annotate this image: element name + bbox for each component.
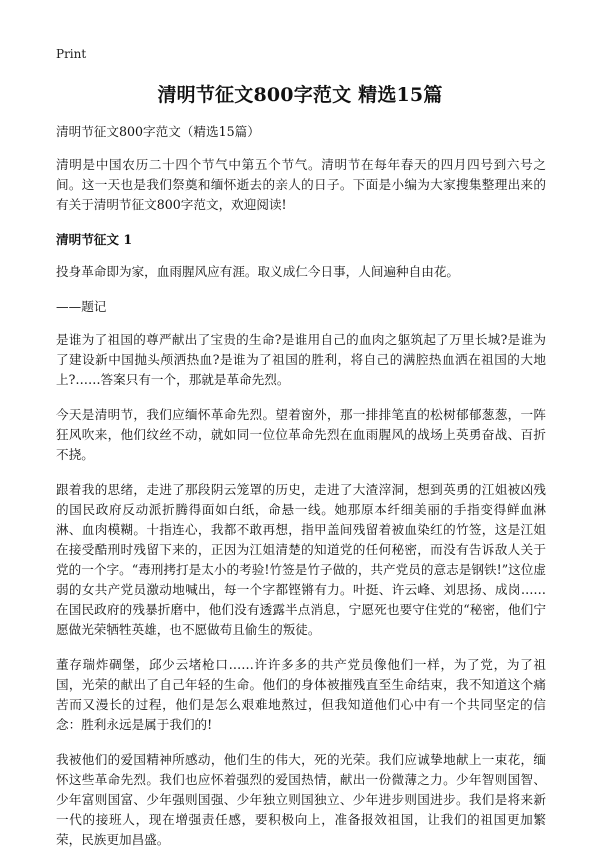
print-label[interactable]: Print (56, 47, 87, 61)
poem-line: 投身革命即为家，血雨腥风应有涯。取义成仁今日事，人间遍种自由花。 (56, 264, 459, 279)
body-paragraph: 今天是清明节，我们应缅怀革命先烈。望着窗外，那一排排笔直的松树郁郁葱葱，一阵狂风吹来，他们纹丝不动，就如同一位位革命先烈在血雨腥风的战场上英勇奋战、百折不挠。 (56, 407, 546, 462)
body-paragraph: 是谁为了祖国的尊严献出了宝贵的生命?是谁用自己的血肉之躯筑起了万里长城?是谁为了建设新中国抛头颅洒热血?是谁为了祖国的胜利，将自己的满腔热血洒在祖国的大地上?……答案只有一个，那就是革命先烈。 (56, 332, 546, 387)
article-body (56, 122, 546, 865)
intro-paragraph: 清明是中国农历二十四个节气中第五个节气。清明节在每年春天的四月四号到六号之间。这一天也是我们祭奠和缅怀逝去的亲人的日子。下面是小编为大家搜集整理出来的有关于清明节征文800字范文，欢迎阅读! (56, 157, 546, 212)
article-subtitle: 清明节征文800字范文（精选15篇） (56, 124, 260, 139)
section-heading: 清明节征文 1 (56, 232, 133, 247)
body-paragraph: 董存瑞炸碉堡，邱少云堵枪口……许许多多的共产党员像他们一样，为了党，为了祖国，光荣的献出了自己年轻的生命。他们的身体被摧残直至生命结束，我不知道这个痛苦而又漫长的过程，他们是怎么艰难地熬过，但我知道他们心中有一个共同坚定的信念：胜利永远是属于我们的! (56, 657, 546, 732)
epigraph-attribution: ——题记 (56, 299, 107, 314)
body-paragraph: 我被他们的爱国精神所感动，他们生的伟大，死的光荣。我们应诚挚地献上一束花，缅怀这些革命先烈。我们也应怀着强烈的爱国热情，献出一份微薄之力。少年智则国智、少年富则国富、少年强则国强、少年独立则国独立、少年进步则国进步。我们是将来新一代的接班人，现在增强责任感，要积极向上，准备报效祖国，让我们的祖国更加繁荣，民族更加昌盛。 (56, 752, 546, 847)
body-paragraph: 跟着我的思绪，走进了那段阴云笼罩的历史，走进了大渣滓洞，想到英勇的江姐被凶残的国民政府反动派折腾得面如白纸，命悬一线。她那原本纤细美丽的手指变得鲜血淋淋、血肉模糊。十指连心，我都不敢再想，指甲盖间残留着被血染红的竹签，这是江姐在接受酷刑时残留下来的，正因为江姐清楚的知道党的任何秘密，而没有告诉敌人关于党的一个字。“毒刑拷打是太小的考验!竹签是竹子做的，共产党员的意志是钢铁!”这位虚弱的女共产党员激动地喊出，每一个字都铿锵有力。叶挺、许云峰、刘思扬、成岗……在国民政府的残暴折磨中，他们没有透露半点消息，宁愿死也要守住党的“秘密，他们宁愿做光荣牺牲英雄，也不愿做苟且偷生的叛徒。 (56, 482, 546, 637)
page-title: 清明节征文800字范文 精选15篇 (157, 84, 443, 106)
